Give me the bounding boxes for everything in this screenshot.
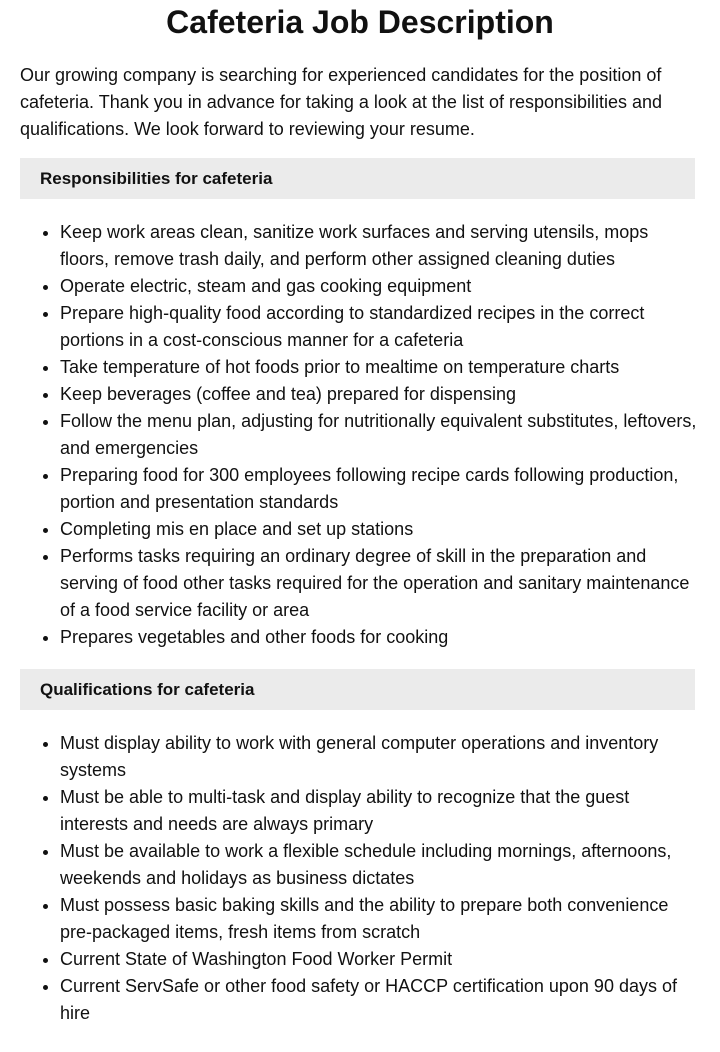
responsibilities-list	[20, 219, 700, 651]
list-item: • Must be able to multi-task and display ability to recognize that the guest interests and needs are always primary	[60, 784, 700, 838]
page-title: Cafeteria Job Description	[166, 4, 554, 40]
list-item: • Take temperature of hot foods prior to mealtime on temperature charts	[60, 354, 700, 381]
intro-paragraph: Our growing company is searching for experienced candidates for the position of cafeteria. Thank you in advance for taking a look at the list of responsibilities and qualifications. We look forward to reviewing your resume.	[20, 65, 663, 139]
list-item: • Prepares vegetables and other foods for cooking	[60, 624, 700, 651]
list-item: • Keep beverages (coffee and tea) prepared for dispensing	[60, 381, 700, 408]
list-item: • Must be available to work a flexible schedule including mornings, afternoons, weekends and holidays as business dictates	[60, 838, 700, 892]
list-item: • Current State of Washington Food Worker Permit	[60, 946, 700, 973]
list-item: • Current ServSafe or other food safety or HACCP certification upon 90 days of hire	[60, 973, 700, 1027]
list-item: • Must possess basic baking skills and the ability to prepare both convenience pre-packaged items, fresh items from scratch	[60, 892, 700, 946]
list-item: • Performs tasks requiring an ordinary degree of skill in the preparation and serving of food other tasks required for the operation and sanitary maintenance of a food service facility or area	[60, 543, 700, 624]
responsibilities-heading: Responsibilities for cafeteria	[20, 158, 695, 199]
list-item: • Operate electric, steam and gas cooking equipment	[60, 273, 700, 300]
list-item: • Keep work areas clean, sanitize work surfaces and serving utensils, mops floors, remove trash daily, and perform other assigned cleaning duties	[60, 219, 700, 273]
list-item: • Prepare high-quality food according to standardized recipes in the correct portions in a cost-conscious manner for a cafeteria	[60, 300, 700, 354]
list-item: • Completing mis en place and set up stations	[60, 516, 700, 543]
list-item: • Must display ability to work with general computer operations and inventory systems	[60, 730, 700, 784]
qualifications-heading: Qualifications for cafeteria	[20, 669, 695, 710]
list-item: • Preparing food for 300 employees following recipe cards following production, portion and presentation standards	[60, 462, 700, 516]
qualifications-list	[20, 730, 700, 1027]
list-item: • Follow the menu plan, adjusting for nutritionally equivalent substitutes, leftovers, and emergencies	[60, 408, 700, 462]
